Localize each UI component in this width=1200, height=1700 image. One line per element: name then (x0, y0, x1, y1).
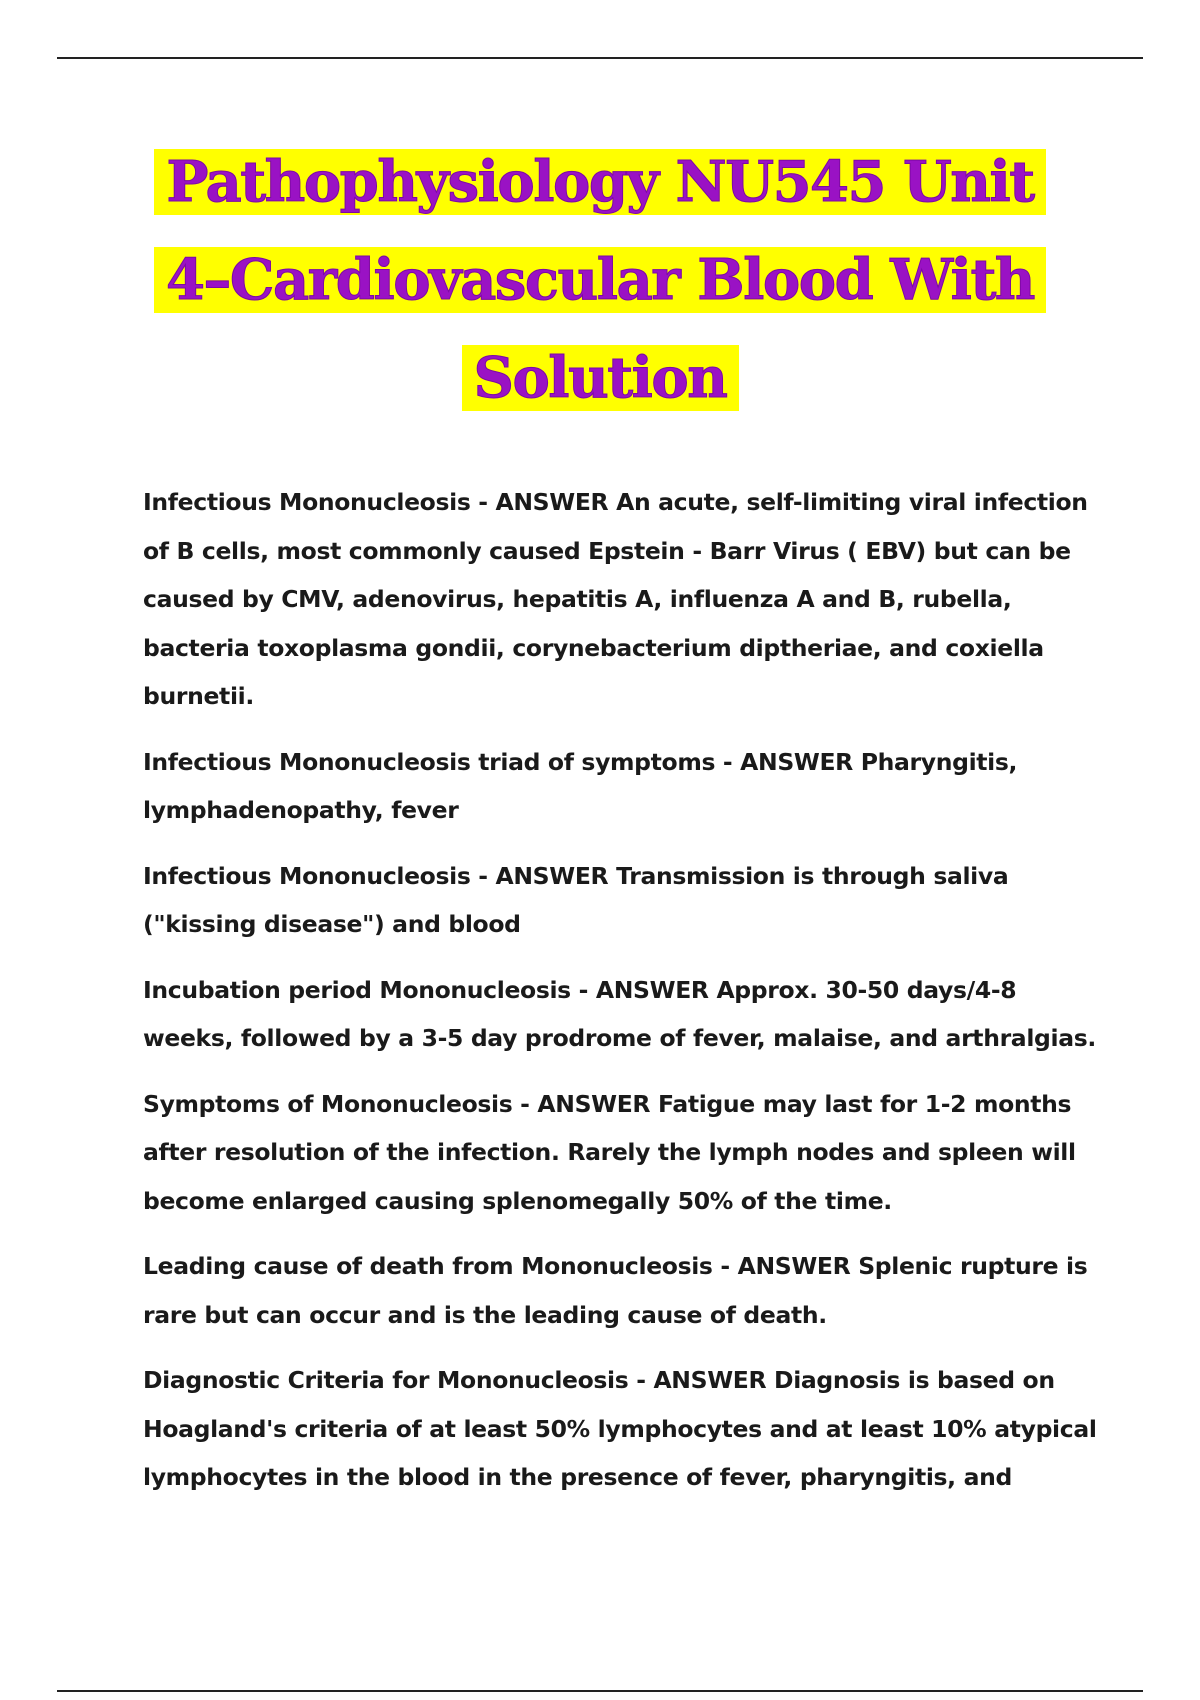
entry-mononucleosis-definition: Infectious Mononucleosis - ANSWER An acute, self-limiting viral infection of B cells, most commonly caused Epstein - Barr Virus ( EBV) but can be caused by CMV, adenovirus, hepatitis A, influenza A and B, rubella, bacteria toxoplasma gondii, corynebacterium diptheriae, and coxiella burnetii. (143, 488, 1088, 710)
title-line-3-text: Solution (462, 345, 739, 411)
title-line-3 (0, 336, 1200, 434)
entry-mononucleosis-diagnostic-criteria: Diagnostic Criteria for Mononucleosis - ANSWER Diagnosis is based on Hoagland's criteria of at least 50% lymphocytes and at least 10% atypical lymphocytes in the blood in the presence of fever, pharyngitis, and (143, 1366, 1097, 1491)
entry-mononucleosis-incubation: Incubation period Mononucleosis - ANSWER Approx. 30-50 days/4-8 weeks, followed by a 3-5 day prodrome of fever, malaise, and arthralgias. (143, 975, 1096, 1052)
qa-entries (143, 478, 1103, 1519)
top-rule (57, 57, 1143, 59)
entry-mononucleosis-symptoms: Symptoms of Mononucleosis - ANSWER Fatigue may last for 1-2 months after resolution of the infection. Rarely the lymph nodes and spleen will become enlarged causing splenomegally 50% of the time. (143, 1089, 1076, 1215)
title-line-1-text: Pathophysiology NU545 Unit (154, 149, 1045, 215)
entry-mononucleosis-triad: Infectious Mononucleosis triad of symptoms - ANSWER Pharyngitis, lymphadenopathy, fever (143, 747, 1018, 824)
entry-mononucleosis-death-cause: Leading cause of death from Mononucleosis - ANSWER Splenic rupture is rare but can occur and is the leading cause of death. (143, 1252, 1088, 1329)
entry-mononucleosis-transmission: Infectious Mononucleosis - ANSWER Transmission is through saliva ("kissing disease") and blood (143, 861, 1009, 938)
title-line-1 (0, 140, 1200, 238)
bottom-rule (57, 1690, 1143, 1692)
title-line-2-text: 4–Cardiovascular Blood With (154, 247, 1046, 313)
document-title (0, 140, 1200, 434)
title-line-2 (0, 238, 1200, 336)
